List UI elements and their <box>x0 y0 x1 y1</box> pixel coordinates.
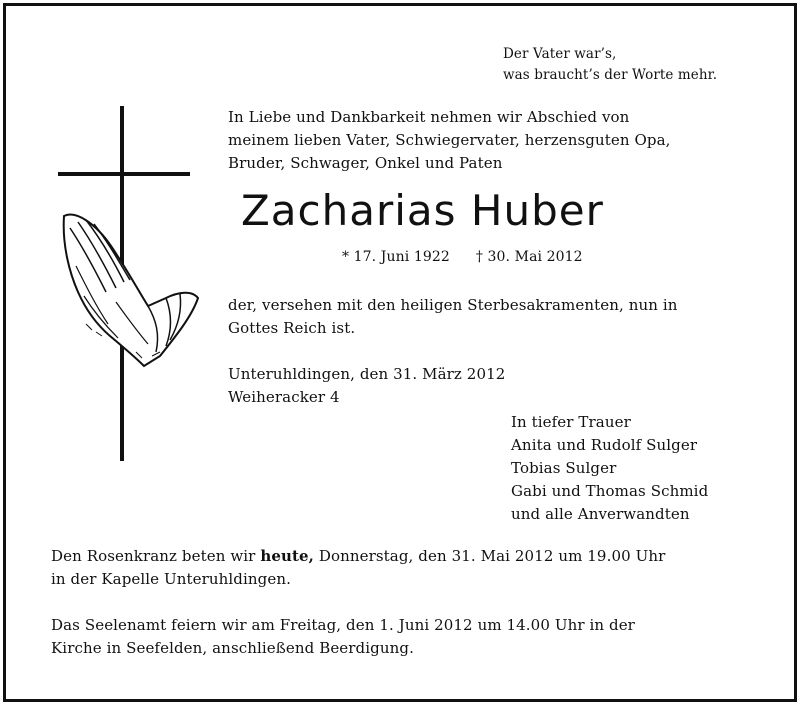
requiem-line: Kirche in Seefelden, anschließend Beerdigung. <box>51 639 414 657</box>
sacraments-line: der, versehen mit den heiligen Sterbesakramenten, nun in <box>228 296 678 314</box>
motto-line: was braucht’s der Worte mehr. <box>503 67 718 83</box>
rosary-before: Den Rosenkranz beten wir <box>51 547 256 565</box>
motto <box>503 44 717 86</box>
obituary-notice <box>3 3 797 702</box>
address: Weiheracker 4 <box>228 388 340 406</box>
sacraments-text <box>228 294 678 340</box>
rosary-announcement <box>51 545 665 591</box>
praying-hands-icon <box>56 206 201 371</box>
birth-date: * 17. Juni 1922 <box>342 249 450 265</box>
mourner-line: In tiefer Trauer <box>511 413 631 431</box>
requiem-announcement <box>51 614 635 660</box>
mourners-list <box>511 411 708 526</box>
requiem-line: Das Seelenamt feiern wir am Freitag, den 1. Juni 2012 um 14.00 Uhr in der <box>51 616 635 634</box>
mourner-line: Tobias Sulger <box>511 459 617 477</box>
place-and-address <box>228 363 505 409</box>
intro-line: In Liebe und Dankbarkeit nehmen wir Abschied von <box>228 108 630 126</box>
deceased-name: Zacharias Huber <box>241 186 604 235</box>
death-date: † 30. Mai 2012 <box>475 249 583 265</box>
intro-text <box>228 106 671 175</box>
intro-line: meinem lieben Vater, Schwiegervater, herzensguten Opa, <box>228 131 671 149</box>
rosary-after: Donnerstag, den 31. Mai 2012 um 19.00 Uhr <box>318 547 666 565</box>
mourner-line: und alle Anverwandten <box>511 505 690 523</box>
rosary-line-2: in der Kapelle Unteruhldingen. <box>51 570 291 588</box>
place-date: Unteruhldingen, den 31. März 2012 <box>228 365 506 383</box>
rosary-highlight: heute, <box>260 547 314 565</box>
motto-line: Der Vater war’s, <box>503 46 617 62</box>
life-dates <box>342 246 583 269</box>
mourner-line: Anita und Rudolf Sulger <box>511 436 698 454</box>
mourner-line: Gabi und Thomas Schmid <box>511 482 709 500</box>
sacraments-line: Gottes Reich ist. <box>228 319 356 337</box>
rosary-line <box>51 545 665 568</box>
intro-line: Bruder, Schwager, Onkel und Paten <box>228 154 503 172</box>
